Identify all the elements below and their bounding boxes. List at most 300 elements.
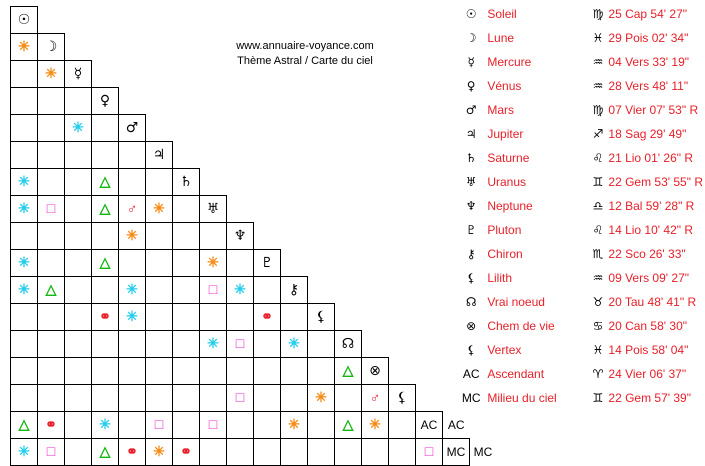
aspect-square: □ [208, 416, 218, 432]
aspect-cell [227, 385, 254, 412]
cancer-icon: ♋ [592, 319, 604, 333]
planet-row [455, 266, 703, 290]
aspect-cell [92, 196, 119, 223]
aspect-sextile: ✳ [288, 335, 300, 351]
aries-icon: ♈ [592, 367, 604, 381]
aspect-conjunction: ⚭ [261, 308, 273, 324]
aspect-cell [146, 196, 173, 223]
aspect-sextile: ✳ [234, 281, 246, 297]
grid-part-fortune-icon: ⊗ [362, 358, 389, 385]
grid-end-label: AC [447, 417, 465, 432]
aspect-sextile: ✳ [126, 227, 138, 243]
grid-saturn-icon: ♄ [173, 169, 200, 196]
aspect-cell [92, 142, 119, 169]
aspect-cell [119, 196, 146, 223]
virgo-icon: ♍ [592, 103, 604, 117]
aspect-cell [200, 412, 227, 439]
part-fortune-icon: ⊗ [466, 319, 477, 333]
aspect-cell [254, 385, 281, 412]
aspect-cell [65, 277, 92, 304]
aspect-cell [362, 439, 389, 466]
grid-lilith-icon: ⚸ [308, 304, 335, 331]
aspect-grid-row [11, 223, 497, 250]
aspect-trine: △ [342, 362, 354, 378]
planet-row [455, 290, 703, 314]
aspect-cell [254, 358, 281, 385]
planet-row [455, 386, 703, 410]
planet-position: 18 Sag 29' 49" [608, 127, 687, 141]
planet-position: 04 Vers 33' 19" [608, 55, 689, 69]
aspect-cell [146, 223, 173, 250]
aspect-grid-row [11, 358, 497, 385]
aspect-cell [11, 196, 38, 223]
aspect-cell [254, 304, 281, 331]
aquarius-icon: ♒ [592, 79, 604, 93]
aspect-square: □ [235, 335, 245, 351]
aspect-cell [281, 439, 308, 466]
aspect-sextile: ✳ [72, 119, 84, 135]
planet-row [455, 2, 703, 26]
aspect-cell [146, 439, 173, 466]
chart-subtitle: Thème Astral / Carte du ciel [237, 55, 373, 67]
aspect-sextile: ✳ [45, 65, 57, 81]
aspect-cell [119, 169, 146, 196]
aspect-cell [92, 331, 119, 358]
aspect-cell [38, 331, 65, 358]
aspect-trine: △ [99, 200, 111, 216]
aspect-cell [308, 439, 335, 466]
aspect-conjunction: ⚭ [99, 308, 111, 324]
aspect-cell [146, 412, 173, 439]
planet-position: 12 Bal 59' 28" R [608, 199, 695, 213]
aspect-grid-row [11, 304, 497, 331]
aspect-cell [65, 358, 92, 385]
aspect-cell [227, 277, 254, 304]
aspect-cell [11, 439, 38, 466]
aspect-cell [281, 385, 308, 412]
lilith-icon: ⚸ [466, 271, 476, 285]
aspect-cell [38, 61, 65, 88]
planet-name: Jupiter [487, 127, 524, 141]
grid-mercury-icon: ☿ [65, 61, 92, 88]
aspect-cell [65, 223, 92, 250]
taurus-icon: ♉ [592, 295, 604, 309]
aspect-trine: △ [99, 254, 111, 270]
aspect-cell [119, 358, 146, 385]
grid-venus-icon: ♀ [92, 88, 119, 115]
planet-row [455, 26, 703, 50]
grid-sun-icon: ☉ [11, 7, 38, 34]
aspect-cell [11, 115, 38, 142]
planet-position: 14 Lio 10' 42" R [608, 223, 693, 237]
site-url: www.annuaire-voyance.com [236, 40, 374, 52]
planet-row [455, 242, 703, 266]
aspect-cell [146, 169, 173, 196]
planet-position: 14 Pois 58' 04" [608, 343, 689, 357]
aspect-cell [200, 385, 227, 412]
aspect-cell [11, 88, 38, 115]
aspect-cell [227, 439, 254, 466]
aspect-cell [173, 385, 200, 412]
aspect-cell [389, 439, 416, 466]
aspect-sextile: ✳ [207, 254, 219, 270]
aspect-cell [92, 250, 119, 277]
aspect-sextile: ✳ [18, 38, 30, 54]
grid-end-label: MC [473, 445, 493, 459]
planet-name: Vertex [487, 343, 522, 357]
aspect-cell [173, 196, 200, 223]
mars-icon: ♂ [465, 103, 477, 117]
aspect-sextile: ✳ [153, 443, 165, 459]
grid-pluto-icon: ♇ [254, 250, 281, 277]
chiron-icon: ⚷ [466, 247, 476, 261]
aspect-cell [173, 331, 200, 358]
grid-north-node-icon: ☊ [335, 331, 362, 358]
aspect-grid-table [10, 6, 497, 466]
aspect-cell [92, 412, 119, 439]
grid-moon-icon: ☽ [38, 34, 65, 61]
aspect-cell [335, 385, 362, 412]
grid-vertex-icon: ⚸ [389, 385, 416, 412]
aspect-cell [11, 34, 38, 61]
aspect-cell [200, 250, 227, 277]
aspect-trine: △ [99, 443, 111, 459]
aspect-cell [254, 331, 281, 358]
aspect-cell [200, 331, 227, 358]
aspect-cell [227, 331, 254, 358]
aspect-cell [38, 250, 65, 277]
aspect-cell [11, 412, 38, 439]
aspect-cell [65, 412, 92, 439]
planet-name: Lune [487, 31, 515, 45]
aspect-cell [38, 277, 65, 304]
jupiter-icon: ♃ [465, 127, 477, 141]
aspect-cell [65, 169, 92, 196]
aspect-cell [173, 358, 200, 385]
planet-position: 20 Tau 48' 41" R [608, 295, 697, 309]
aspect-grid-row [11, 7, 497, 34]
aspect-cell [65, 439, 92, 466]
planet-row [455, 194, 703, 218]
aspect-cell [362, 412, 389, 439]
aspect-sextile: ✳ [153, 200, 165, 216]
aspect-conjunction: ⚭ [180, 443, 192, 459]
planet-row [455, 338, 703, 362]
planet-position: 20 Can 58' 30" [608, 319, 687, 333]
saturn-icon: ♄ [465, 151, 477, 165]
aspect-sextile: ✳ [18, 443, 30, 459]
planet-name: Mars [487, 103, 515, 117]
aspect-grid-row [11, 250, 497, 277]
aspect-grid-row [11, 385, 497, 412]
aspect-sextile: ✳ [369, 416, 381, 432]
aspect-cell [254, 412, 281, 439]
aspect-cell [92, 223, 119, 250]
aspect-cell [227, 304, 254, 331]
aspect-sextile: ✳ [18, 281, 30, 297]
planet-name: Saturne [487, 151, 530, 165]
aspect-cell [11, 385, 38, 412]
aspect-cell [173, 223, 200, 250]
aspect-cell [200, 277, 227, 304]
aquarius-icon: ♒ [592, 271, 604, 285]
aspect-cell [38, 304, 65, 331]
aspect-grid-row [11, 88, 497, 115]
aspect-sextile: ✳ [315, 389, 327, 405]
aspect-cell [335, 439, 362, 466]
planet-position: 21 Lio 01' 26" R [608, 151, 693, 165]
aspect-cell [38, 88, 65, 115]
aspect-cell [38, 196, 65, 223]
pisces-icon: ♓ [592, 31, 604, 45]
leo-icon: ♌ [592, 223, 604, 237]
uranus-icon: ♅ [465, 175, 477, 189]
aspect-cell [254, 277, 281, 304]
planet-row [455, 314, 703, 338]
aspect-grid-row [11, 115, 497, 142]
aspect-cell [11, 304, 38, 331]
aspect-cell [92, 385, 119, 412]
aspect-cell [65, 331, 92, 358]
aspect-cell [38, 358, 65, 385]
aspect-cell [200, 358, 227, 385]
aspect-cell [146, 304, 173, 331]
aspect-square: □ [46, 443, 56, 459]
aspect-cell [38, 412, 65, 439]
planet-position: 09 Vers 09' 27" [608, 271, 689, 285]
aspect-trine: △ [18, 416, 30, 432]
aspect-sextile: ✳ [288, 416, 300, 432]
planet-name: Mercure [487, 55, 532, 69]
planet-row [455, 146, 703, 170]
grid-uranus-icon: ♅ [200, 196, 227, 223]
aspect-cell [11, 142, 38, 169]
aspect-cell [200, 304, 227, 331]
planet-name: Chiron [487, 247, 523, 261]
aspect-cell [416, 439, 443, 466]
planet-name: Chem de vie [487, 319, 555, 333]
aspect-cell [11, 61, 38, 88]
aspect-cell [11, 250, 38, 277]
planet-row [455, 170, 703, 194]
pluto-icon: ♇ [465, 223, 477, 237]
aspect-cell [146, 250, 173, 277]
aspect-cell [119, 142, 146, 169]
moon-icon: ☽ [465, 31, 477, 45]
leo-icon: ♌ [592, 151, 604, 165]
planet-name: Vrai noeud [487, 295, 545, 309]
aspect-grid-row [11, 439, 497, 466]
planet-name: Pluton [487, 223, 522, 237]
planet-row [455, 362, 703, 386]
aspect-cell [227, 412, 254, 439]
aspect-sextile: ✳ [126, 308, 138, 324]
aspect-opposition: ♂ [126, 200, 138, 216]
sagittarius-icon: ♐ [592, 127, 604, 141]
gemini-icon: ♊ [592, 175, 604, 189]
aspect-cell [281, 304, 308, 331]
aspect-cell [65, 115, 92, 142]
aspect-cell [281, 412, 308, 439]
aspect-cell [38, 223, 65, 250]
aspect-cell [119, 277, 146, 304]
planet-positions-table [455, 2, 703, 410]
planet-name: Milieu du ciel [487, 391, 557, 405]
aspect-cell [281, 358, 308, 385]
aspect-grid-row [11, 169, 497, 196]
aspect-opposition: ♂ [369, 389, 381, 405]
grid-jupiter-icon: ♃ [146, 142, 173, 169]
aspect-cell [173, 277, 200, 304]
grid-ascendant-label: AC [416, 412, 443, 439]
aspect-cell [11, 223, 38, 250]
aspect-cell [119, 385, 146, 412]
aspect-cell [146, 331, 173, 358]
planet-name: Uranus [487, 175, 527, 189]
aspect-cell [308, 331, 335, 358]
aspect-cell [254, 439, 281, 466]
aspect-grid-row [11, 412, 497, 439]
grid-chiron-icon: ⚷ [281, 277, 308, 304]
planet-row [455, 74, 703, 98]
aspect-cell [119, 223, 146, 250]
aspect-cell [65, 304, 92, 331]
aspect-cell [38, 115, 65, 142]
aspect-trine: △ [342, 416, 354, 432]
aspect-cell [92, 115, 119, 142]
aspect-cell [335, 412, 362, 439]
aspect-cell [65, 385, 92, 412]
planet-position: 28 Vers 48' 11" [608, 79, 689, 93]
north-node-icon: ☊ [465, 295, 477, 309]
aspect-cell [38, 385, 65, 412]
grid-mars-icon: ♂ [119, 115, 146, 142]
aspect-cell [146, 385, 173, 412]
aspect-cell [308, 385, 335, 412]
venus-icon: ♀ [466, 79, 476, 93]
aspect-grid-row [11, 331, 497, 358]
aspect-cell [119, 304, 146, 331]
aspect-grid-row [11, 196, 497, 223]
neptune-icon: ♆ [465, 199, 477, 213]
aspect-cell [146, 358, 173, 385]
aspect-cell [11, 358, 38, 385]
aspect-cell [173, 439, 200, 466]
aspect-cell [119, 412, 146, 439]
aspect-grid-row [11, 277, 497, 304]
aspect-cell [389, 412, 416, 439]
virgo-icon: ♍ [592, 7, 604, 21]
aspect-square: □ [154, 416, 164, 432]
aspect-trine: △ [45, 281, 57, 297]
aspect-sextile: ✳ [207, 335, 219, 351]
planet-position: 24 Vier 06' 37" [608, 367, 687, 381]
aspect-cell [11, 277, 38, 304]
planet-position: 22 Gem 53' 55" R [608, 175, 703, 189]
gemini-icon: ♊ [592, 391, 604, 405]
ascendant-icon: AC [462, 367, 480, 381]
aspect-cell [92, 277, 119, 304]
aspect-cell [173, 304, 200, 331]
aspect-square: □ [424, 443, 434, 459]
planet-row [455, 122, 703, 146]
planet-name: Ascendant [487, 367, 545, 381]
aspect-grid [10, 6, 497, 466]
aspect-square: □ [235, 389, 245, 405]
aspect-cell [11, 331, 38, 358]
aspect-sextile: ✳ [18, 173, 30, 189]
planet-position: 25 Cap 54' 27" [608, 7, 687, 21]
aspect-cell [362, 385, 389, 412]
grid-midheaven-label: MC [443, 439, 470, 466]
aspect-cell [92, 358, 119, 385]
planet-row [455, 98, 703, 122]
aspect-cell [65, 142, 92, 169]
aspect-cell [200, 223, 227, 250]
aspect-cell [308, 358, 335, 385]
planet-name: Neptune [487, 199, 533, 213]
planet-positions-panel [455, 2, 705, 410]
chart-header [190, 40, 420, 67]
grid-neptune-icon: ♆ [227, 223, 254, 250]
aspect-cell [38, 169, 65, 196]
aspect-cell [65, 250, 92, 277]
aspect-cell [65, 196, 92, 223]
aspect-sextile: ✳ [18, 254, 30, 270]
aspect-cell [65, 88, 92, 115]
aspect-cell [227, 250, 254, 277]
aspect-cell [200, 439, 227, 466]
planet-position: 29 Pois 02' 34" [608, 31, 689, 45]
aspect-cell [335, 358, 362, 385]
aspect-conjunction: ⚭ [126, 443, 138, 459]
aspect-cell [227, 358, 254, 385]
planet-name: Lilith [487, 271, 513, 285]
aspect-cell [173, 412, 200, 439]
aspect-cell [119, 250, 146, 277]
aspect-sextile: ✳ [99, 416, 111, 432]
aspect-trine: △ [99, 173, 111, 189]
planet-position: 07 Vier 07' 53" R [608, 103, 699, 117]
planet-position: 22 Gem 57' 39" [608, 391, 691, 405]
aspect-cell [92, 169, 119, 196]
planet-name: Vénus [487, 79, 522, 93]
aquarius-icon: ♒ [592, 55, 604, 69]
aspect-cell [173, 250, 200, 277]
aspect-cell [146, 277, 173, 304]
aspect-cell [281, 331, 308, 358]
aspect-cell [38, 142, 65, 169]
midheaven-icon: MC [461, 391, 481, 405]
sun-icon: ☉ [465, 7, 477, 21]
aspect-cell [92, 304, 119, 331]
aspect-conjunction: ⚭ [45, 416, 57, 432]
pisces-icon: ♓ [592, 343, 604, 357]
scorpio-icon: ♏ [592, 247, 604, 261]
aspect-cell [11, 169, 38, 196]
planet-name: Soleil [487, 7, 517, 21]
aspect-cell [92, 439, 119, 466]
aspect-cell [38, 439, 65, 466]
aspect-cell [119, 331, 146, 358]
planet-row [455, 218, 703, 242]
mercury-icon: ☿ [467, 55, 475, 69]
aspect-cell [119, 439, 146, 466]
aspect-cell [308, 412, 335, 439]
aspect-sextile: ✳ [126, 281, 138, 297]
planet-position: 22 Sco 26' 33" [608, 247, 686, 261]
planet-row [455, 50, 703, 74]
